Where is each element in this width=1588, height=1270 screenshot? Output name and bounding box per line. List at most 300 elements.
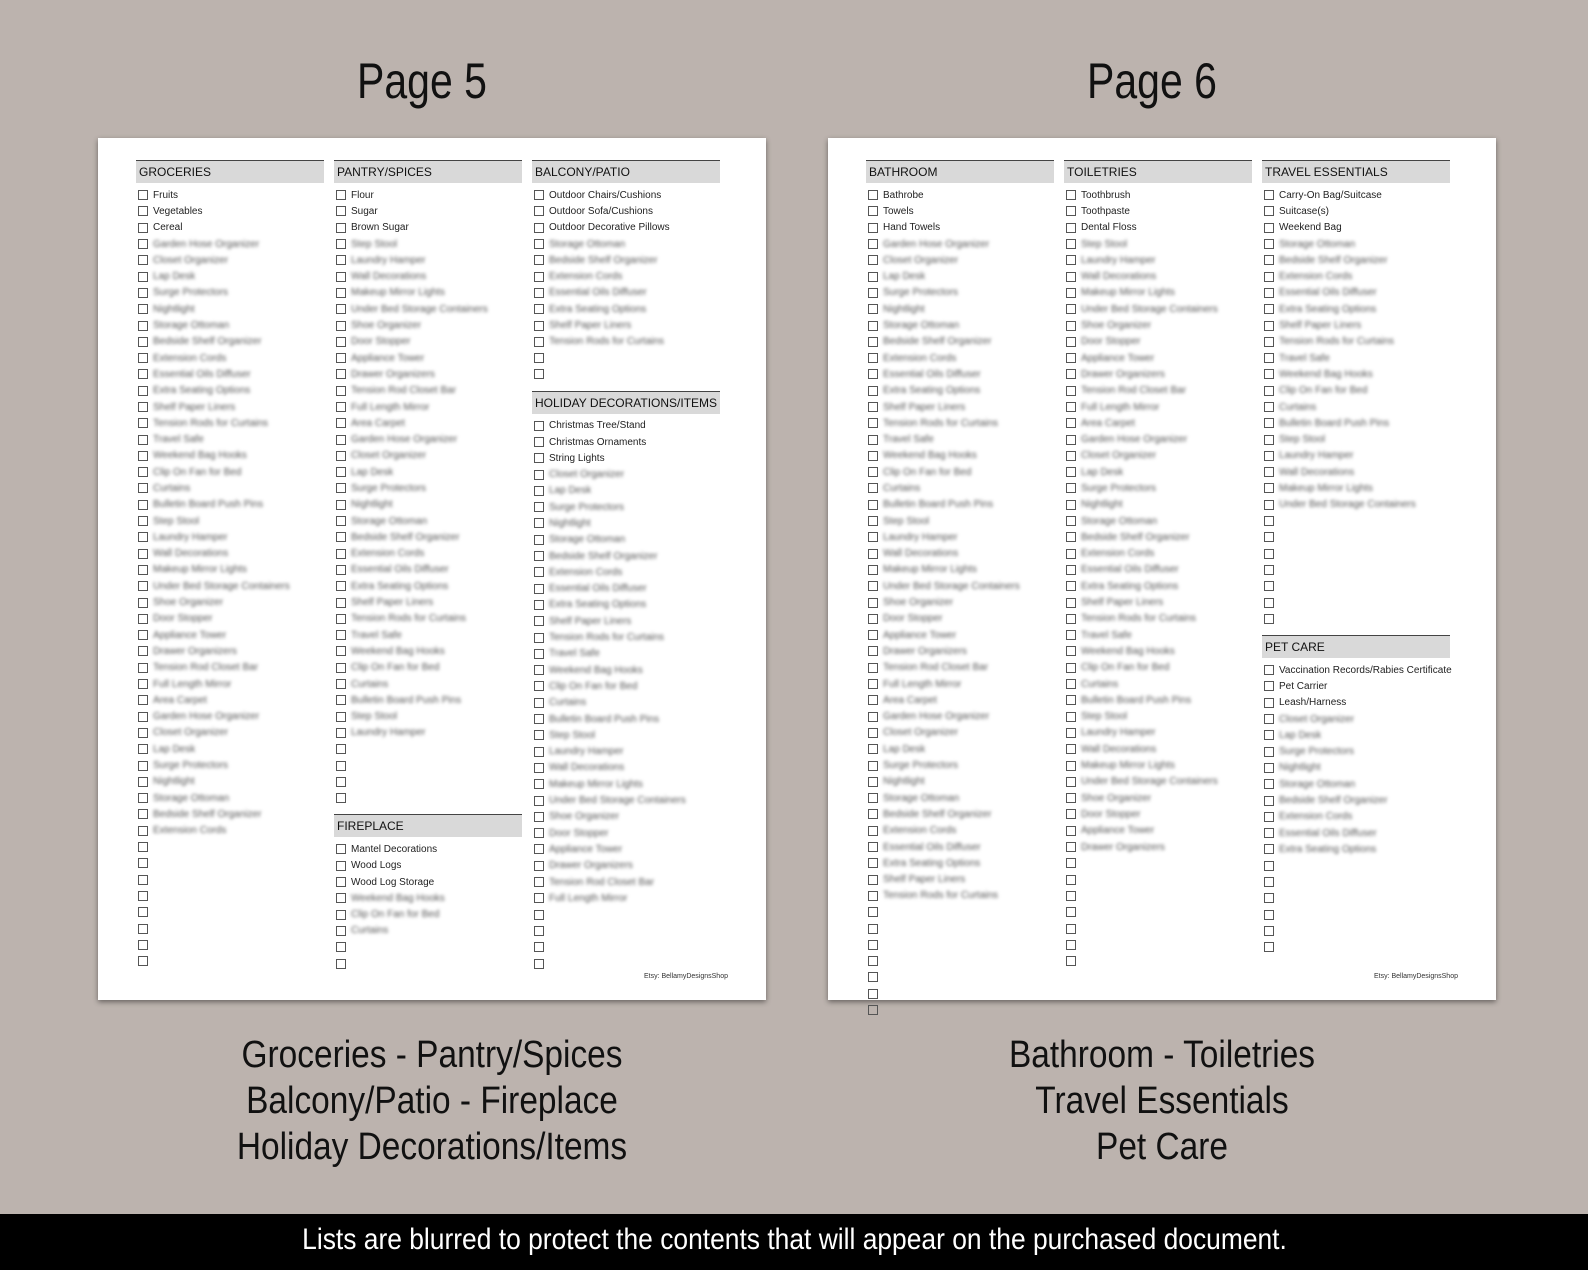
checkbox-icon[interactable] (336, 418, 346, 428)
checkbox-icon[interactable] (868, 712, 878, 722)
checkbox-icon[interactable] (868, 337, 878, 347)
checkbox-icon[interactable] (1066, 369, 1076, 379)
checkbox-icon[interactable] (1264, 844, 1274, 854)
checkbox-icon[interactable] (1066, 402, 1076, 412)
checkbox-icon[interactable] (1264, 435, 1274, 445)
checkbox-icon[interactable] (336, 777, 346, 787)
checkbox-icon[interactable] (534, 779, 544, 789)
checkbox-icon[interactable] (534, 470, 544, 480)
checkbox-icon[interactable] (138, 272, 148, 282)
checkbox-icon[interactable] (868, 516, 878, 526)
checkbox-icon[interactable] (1264, 239, 1274, 249)
checkbox-icon[interactable] (1066, 663, 1076, 673)
checkbox-icon[interactable] (868, 598, 878, 608)
checkbox-icon[interactable] (336, 321, 346, 331)
checkbox-icon[interactable] (336, 304, 346, 314)
checkbox-icon[interactable] (1264, 812, 1274, 822)
checkbox-icon[interactable] (1066, 646, 1076, 656)
checkbox-icon[interactable] (1264, 304, 1274, 314)
checkbox-icon[interactable] (868, 288, 878, 298)
item-label: Curtains (883, 482, 921, 494)
checkbox-icon[interactable] (138, 826, 148, 836)
checkbox-icon[interactable] (534, 421, 544, 431)
checkbox-icon[interactable] (534, 369, 544, 379)
checkbox-icon[interactable] (138, 435, 148, 445)
checkbox-icon[interactable] (138, 549, 148, 559)
checkbox-icon[interactable] (534, 828, 544, 838)
checkbox-icon[interactable] (868, 907, 878, 917)
checkbox-icon[interactable] (534, 437, 544, 447)
checkbox-icon[interactable] (1066, 695, 1076, 705)
checkbox-icon[interactable] (868, 924, 878, 934)
checkbox-icon[interactable] (1066, 793, 1076, 803)
checklist-item (334, 906, 522, 922)
checkbox-icon[interactable] (1066, 956, 1076, 966)
checkbox-icon[interactable] (336, 679, 346, 689)
checkbox-icon[interactable] (868, 940, 878, 950)
checkbox-icon[interactable] (1066, 239, 1076, 249)
checkbox-icon[interactable] (138, 744, 148, 754)
checkbox-icon[interactable] (138, 924, 148, 934)
checkbox-icon[interactable] (868, 891, 878, 901)
checkbox-icon[interactable] (138, 614, 148, 624)
checkbox-icon[interactable] (336, 467, 346, 477)
checkbox-icon[interactable] (534, 844, 544, 854)
checkbox-icon[interactable] (868, 206, 878, 216)
checkbox-icon[interactable] (1264, 223, 1274, 233)
checkbox-icon[interactable] (868, 1005, 878, 1015)
checkbox-icon[interactable] (868, 581, 878, 591)
checkbox-icon[interactable] (138, 532, 148, 542)
checkbox-icon[interactable] (868, 695, 878, 705)
checkbox-icon[interactable] (534, 255, 544, 265)
checkbox-icon[interactable] (138, 223, 148, 233)
checkbox-icon[interactable] (1264, 369, 1274, 379)
checkbox-icon[interactable] (1066, 630, 1076, 640)
checkbox-icon[interactable] (534, 763, 544, 773)
checkbox-icon[interactable] (1264, 206, 1274, 216)
checkbox-icon[interactable] (336, 695, 346, 705)
checkbox-icon[interactable] (868, 728, 878, 738)
checkbox-icon[interactable] (1264, 763, 1274, 773)
checkbox-icon[interactable] (336, 549, 346, 559)
checkbox-icon[interactable] (534, 321, 544, 331)
checkbox-icon[interactable] (1066, 614, 1076, 624)
checkbox-icon[interactable] (1066, 858, 1076, 868)
checkbox-icon[interactable] (534, 304, 544, 314)
checkbox-icon[interactable] (336, 255, 346, 265)
checkbox-icon[interactable] (138, 321, 148, 331)
checkbox-icon[interactable] (1066, 924, 1076, 934)
checkbox-icon[interactable] (336, 516, 346, 526)
checkbox-icon[interactable] (1264, 516, 1274, 526)
checkbox-icon[interactable] (868, 435, 878, 445)
checkbox-icon[interactable] (534, 714, 544, 724)
checkbox-icon[interactable] (138, 581, 148, 591)
checkbox-icon[interactable] (1066, 598, 1076, 608)
checkbox-icon[interactable] (336, 239, 346, 249)
checkbox-icon[interactable] (1264, 614, 1274, 624)
checkbox-icon[interactable] (868, 679, 878, 689)
checkbox-icon[interactable] (336, 402, 346, 412)
checkbox-icon[interactable] (336, 223, 346, 233)
checkbox-icon[interactable] (1264, 255, 1274, 265)
checkbox-icon[interactable] (868, 500, 878, 510)
checkbox-icon[interactable] (1066, 418, 1076, 428)
checkbox-icon[interactable] (534, 223, 544, 233)
checkbox-icon[interactable] (534, 959, 544, 969)
checkbox-icon[interactable] (138, 728, 148, 738)
checkbox-icon[interactable] (1264, 942, 1274, 952)
checkbox-icon[interactable] (1066, 728, 1076, 738)
checkbox-icon[interactable] (534, 567, 544, 577)
checkbox-icon[interactable] (336, 893, 346, 903)
checkbox-icon[interactable] (1066, 321, 1076, 331)
checkbox-icon[interactable] (138, 418, 148, 428)
checkbox-icon[interactable] (138, 875, 148, 885)
checkbox-icon[interactable] (868, 858, 878, 868)
checkbox-icon[interactable] (534, 698, 544, 708)
checkbox-icon[interactable] (1264, 500, 1274, 510)
checkbox-icon[interactable] (138, 598, 148, 608)
item-label: Step Stool (1081, 711, 1128, 723)
checkbox-icon[interactable] (534, 190, 544, 200)
checkbox-icon[interactable] (1264, 665, 1274, 675)
checkbox-icon[interactable] (138, 402, 148, 412)
checkbox-icon[interactable] (1066, 549, 1076, 559)
checkbox-icon[interactable] (336, 532, 346, 542)
checkbox-icon[interactable] (534, 288, 544, 298)
checkbox-icon[interactable] (1264, 467, 1274, 477)
checkbox-icon[interactable] (138, 255, 148, 265)
checkbox-icon[interactable] (336, 435, 346, 445)
checklist-item (1064, 643, 1252, 659)
checkbox-icon[interactable] (1264, 483, 1274, 493)
checkbox-icon[interactable] (868, 304, 878, 314)
checkbox-icon[interactable] (336, 646, 346, 656)
checkbox-icon[interactable] (534, 518, 544, 528)
checkbox-icon[interactable] (1066, 483, 1076, 493)
checklist-item (866, 676, 1054, 692)
checkbox-icon[interactable] (1264, 386, 1274, 396)
checkbox-icon[interactable] (138, 206, 148, 216)
checkbox-icon[interactable] (534, 877, 544, 887)
checkbox-icon[interactable] (336, 744, 346, 754)
checkbox-icon[interactable] (868, 532, 878, 542)
checkbox-icon[interactable] (1264, 698, 1274, 708)
checkbox-icon[interactable] (138, 809, 148, 819)
checkbox-icon[interactable] (1066, 190, 1076, 200)
item-label: Wall Decorations (883, 548, 959, 560)
checkbox-icon[interactable] (868, 272, 878, 282)
checkbox-icon[interactable] (138, 793, 148, 803)
checkbox-icon[interactable] (868, 842, 878, 852)
checkbox-icon[interactable] (138, 646, 148, 656)
checkbox-icon[interactable] (868, 646, 878, 656)
item-label: Surge Protectors (883, 287, 959, 299)
checkbox-icon[interactable] (336, 483, 346, 493)
checkbox-icon[interactable] (1066, 353, 1076, 363)
checkbox-icon[interactable] (138, 190, 148, 200)
checkbox-icon[interactable] (336, 712, 346, 722)
checkbox-icon[interactable] (138, 842, 148, 852)
checkbox-icon[interactable] (1066, 516, 1076, 526)
checkbox-icon[interactable] (138, 663, 148, 673)
checkbox-icon[interactable] (1264, 681, 1274, 691)
checkbox-icon[interactable] (1264, 714, 1274, 724)
checkbox-icon[interactable] (1066, 451, 1076, 461)
checkbox-icon[interactable] (1066, 809, 1076, 819)
checkbox-icon[interactable] (1066, 435, 1076, 445)
checkbox-icon[interactable] (138, 956, 148, 966)
checkbox-icon[interactable] (138, 516, 148, 526)
checkbox-icon[interactable] (1264, 926, 1274, 936)
checklist-item (1262, 760, 1450, 776)
checkbox-icon[interactable] (138, 761, 148, 771)
checkbox-icon[interactable] (868, 353, 878, 363)
checkbox-icon[interactable] (534, 910, 544, 920)
checklist-item (1262, 301, 1450, 317)
checkbox-icon[interactable] (336, 614, 346, 624)
checkbox-icon[interactable] (868, 386, 878, 396)
checkbox-icon[interactable] (868, 402, 878, 412)
checkbox-icon[interactable] (336, 793, 346, 803)
checkbox-icon[interactable] (868, 956, 878, 966)
checkbox-icon[interactable] (534, 681, 544, 691)
checkbox-icon[interactable] (336, 959, 346, 969)
checkbox-icon[interactable] (336, 910, 346, 920)
checkbox-icon[interactable] (1066, 565, 1076, 575)
checkbox-icon[interactable] (1264, 910, 1274, 920)
checkbox-icon[interactable] (138, 386, 148, 396)
checkbox-icon[interactable] (336, 272, 346, 282)
checkbox-icon[interactable] (1066, 940, 1076, 950)
checkbox-icon[interactable] (1264, 549, 1274, 559)
checkbox-icon[interactable] (1264, 402, 1274, 412)
checkbox-icon[interactable] (1264, 288, 1274, 298)
checkbox-icon[interactable] (336, 942, 346, 952)
checkbox-icon[interactable] (868, 614, 878, 624)
checkbox-icon[interactable] (336, 598, 346, 608)
checkbox-icon[interactable] (868, 418, 878, 428)
checkbox-icon[interactable] (138, 239, 148, 249)
checkbox-icon[interactable] (868, 793, 878, 803)
checkbox-icon[interactable] (336, 861, 346, 871)
checkbox-icon[interactable] (138, 858, 148, 868)
checkbox-icon[interactable] (138, 630, 148, 640)
checkbox-icon[interactable] (138, 451, 148, 461)
checkbox-icon[interactable] (1066, 777, 1076, 787)
checkbox-icon[interactable] (1264, 877, 1274, 887)
checkbox-icon[interactable] (138, 565, 148, 575)
checkbox-icon[interactable] (534, 665, 544, 675)
checkbox-icon[interactable] (1066, 712, 1076, 722)
checkbox-icon[interactable] (1066, 272, 1076, 282)
checkbox-icon[interactable] (534, 502, 544, 512)
checkbox-icon[interactable] (138, 483, 148, 493)
checkbox-icon[interactable] (868, 989, 878, 999)
checkbox-icon[interactable] (1264, 190, 1274, 200)
checkbox-icon[interactable] (1264, 353, 1274, 363)
checkbox-icon[interactable] (868, 190, 878, 200)
checkbox-icon[interactable] (1264, 861, 1274, 871)
checkbox-icon[interactable] (1264, 418, 1274, 428)
checkbox-icon[interactable] (1264, 779, 1274, 789)
checkbox-icon[interactable] (534, 616, 544, 626)
checkbox-icon[interactable] (1066, 255, 1076, 265)
item-label: Mantel Decorations (351, 843, 438, 855)
checkbox-icon[interactable] (868, 321, 878, 331)
checkbox-icon[interactable] (336, 565, 346, 575)
checkbox-icon[interactable] (336, 337, 346, 347)
checkbox-icon[interactable] (534, 812, 544, 822)
checkbox-icon[interactable] (534, 551, 544, 561)
checkbox-icon[interactable] (534, 633, 544, 643)
checkbox-icon[interactable] (1066, 907, 1076, 917)
checkbox-icon[interactable] (1066, 288, 1076, 298)
checkbox-icon[interactable] (1066, 500, 1076, 510)
checkbox-icon[interactable] (1066, 223, 1076, 233)
checkbox-icon[interactable] (138, 695, 148, 705)
checkbox-icon[interactable] (138, 907, 148, 917)
checkbox-icon[interactable] (336, 451, 346, 461)
checkbox-icon[interactable] (336, 663, 346, 673)
checkbox-icon[interactable] (534, 730, 544, 740)
checkbox-icon[interactable] (1066, 581, 1076, 591)
checkbox-icon[interactable] (336, 728, 346, 738)
checkbox-icon[interactable] (534, 486, 544, 496)
checkbox-icon[interactable] (534, 942, 544, 952)
checkbox-icon[interactable] (138, 369, 148, 379)
checkbox-icon[interactable] (868, 744, 878, 754)
checkbox-icon[interactable] (336, 926, 346, 936)
checkbox-icon[interactable] (868, 809, 878, 819)
checkbox-icon[interactable] (1066, 891, 1076, 901)
checkbox-icon[interactable] (138, 777, 148, 787)
checkbox-icon[interactable] (868, 972, 878, 982)
checkbox-icon[interactable] (1264, 747, 1274, 757)
checkbox-icon[interactable] (868, 239, 878, 249)
checkbox-icon[interactable] (336, 190, 346, 200)
item-label: Outdoor Sofa/Cushions (549, 205, 653, 217)
checkbox-icon[interactable] (534, 861, 544, 871)
checkbox-icon[interactable] (1066, 744, 1076, 754)
checkbox-icon[interactable] (138, 288, 148, 298)
checkbox-icon[interactable] (1066, 467, 1076, 477)
checkbox-icon[interactable] (868, 483, 878, 493)
checkbox-icon[interactable] (868, 777, 878, 787)
checklist-item (866, 806, 1054, 822)
checkbox-icon[interactable] (534, 206, 544, 216)
checkbox-icon[interactable] (868, 761, 878, 771)
checkbox-icon[interactable] (1066, 761, 1076, 771)
checkbox-icon[interactable] (336, 761, 346, 771)
checkbox-icon[interactable] (138, 940, 148, 950)
checkbox-icon[interactable] (1264, 451, 1274, 461)
checkbox-icon[interactable] (1264, 532, 1274, 542)
item-label: Tension Rod Closet Bar (1081, 385, 1187, 397)
checkbox-icon[interactable] (868, 565, 878, 575)
checkbox-icon[interactable] (336, 844, 346, 854)
checkbox-icon[interactable] (138, 337, 148, 347)
checkbox-icon[interactable] (336, 386, 346, 396)
checkbox-icon[interactable] (336, 288, 346, 298)
checkbox-icon[interactable] (868, 826, 878, 836)
checkbox-icon[interactable] (1066, 386, 1076, 396)
checkbox-icon[interactable] (336, 369, 346, 379)
checkbox-icon[interactable] (336, 630, 346, 640)
checkbox-icon[interactable] (868, 223, 878, 233)
checkbox-icon[interactable] (1066, 304, 1076, 314)
checkbox-icon[interactable] (1066, 842, 1076, 852)
checkbox-icon[interactable] (534, 239, 544, 249)
checkbox-icon[interactable] (1066, 532, 1076, 542)
checkbox-icon[interactable] (534, 453, 544, 463)
checkbox-icon[interactable] (1264, 893, 1274, 903)
checkbox-icon[interactable] (138, 712, 148, 722)
checkbox-icon[interactable] (336, 206, 346, 216)
checkbox-icon[interactable] (1264, 321, 1274, 331)
checkbox-icon[interactable] (1264, 337, 1274, 347)
checkbox-icon[interactable] (868, 630, 878, 640)
checkbox-icon[interactable] (1264, 796, 1274, 806)
checklist-item (532, 581, 720, 597)
checkbox-icon[interactable] (868, 663, 878, 673)
checkbox-icon[interactable] (1264, 598, 1274, 608)
checklist-section (334, 814, 522, 971)
checkbox-icon[interactable] (534, 337, 544, 347)
checkbox-icon[interactable] (534, 584, 544, 594)
checkbox-icon[interactable] (868, 255, 878, 265)
checkbox-icon[interactable] (534, 926, 544, 936)
checkbox-icon[interactable] (336, 500, 346, 510)
checkbox-icon[interactable] (868, 467, 878, 477)
checkbox-icon[interactable] (138, 353, 148, 363)
checkbox-icon[interactable] (138, 679, 148, 689)
checkbox-icon[interactable] (1066, 875, 1076, 885)
checkbox-icon[interactable] (336, 877, 346, 887)
checkbox-icon[interactable] (1264, 272, 1274, 282)
checkbox-icon[interactable] (534, 535, 544, 545)
checkbox-icon[interactable] (1066, 337, 1076, 347)
checkbox-icon[interactable] (868, 875, 878, 885)
checkbox-icon[interactable] (1264, 565, 1274, 575)
checkbox-icon[interactable] (534, 893, 544, 903)
checkbox-icon[interactable] (1264, 828, 1274, 838)
checkbox-icon[interactable] (534, 747, 544, 757)
checkbox-icon[interactable] (868, 451, 878, 461)
checkbox-icon[interactable] (1264, 730, 1274, 740)
checkbox-icon[interactable] (1066, 679, 1076, 689)
checkbox-icon[interactable] (868, 549, 878, 559)
checkbox-icon[interactable] (138, 500, 148, 510)
checklist-item (866, 546, 1054, 562)
checkbox-icon[interactable] (336, 353, 346, 363)
checkbox-icon[interactable] (138, 891, 148, 901)
checkbox-icon[interactable] (1066, 206, 1076, 216)
checkbox-icon[interactable] (1264, 581, 1274, 591)
checkbox-icon[interactable] (534, 272, 544, 282)
checkbox-icon[interactable] (336, 581, 346, 591)
checkbox-icon[interactable] (138, 467, 148, 477)
checkbox-icon[interactable] (868, 369, 878, 379)
checkbox-icon[interactable] (534, 796, 544, 806)
checkbox-icon[interactable] (534, 353, 544, 363)
checkbox-icon[interactable] (534, 600, 544, 610)
checkbox-icon[interactable] (534, 649, 544, 659)
checkbox-icon[interactable] (138, 304, 148, 314)
checkbox-icon[interactable] (1066, 826, 1076, 836)
